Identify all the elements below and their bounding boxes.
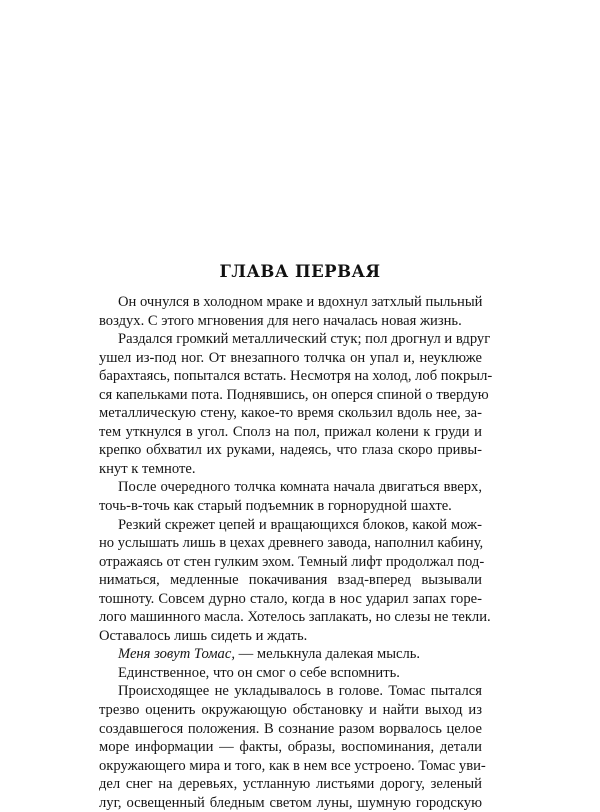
text-line [99, 312, 482, 331]
text-line-content: Раздался громкий металлический стук; пол дрогнул и вдруг [118, 331, 491, 348]
text-line [99, 682, 482, 701]
text-line-content: дел снег на деревьях, устланную листьями дорогу, зеленый [99, 776, 482, 793]
text-line [99, 590, 482, 609]
text-line-content: Резкий скрежет цепей и вращающихся блоков, какой мож- [118, 516, 482, 533]
text-line [99, 775, 482, 794]
text-line [99, 349, 482, 368]
text-line [99, 738, 482, 757]
text-line [99, 404, 482, 423]
text-line-content: окружающего мира и того, как в нем все устроено. Томас уви- [99, 757, 486, 774]
text-line-content: море информации — факты, образы, воспоминания, детали [99, 739, 482, 756]
text-line [99, 701, 482, 720]
text-line-content: ся капельками пота. Поднявшись, он оперся спиной о твердую [99, 386, 489, 403]
chapter-body-text [99, 293, 493, 812]
text-line-content: кнут к темноте. [99, 460, 196, 477]
text-line-content: лого машинного масла. Хотелось заплакать, но слезы не текли. [99, 609, 491, 626]
text-line-content: барахтаясь, попытался встать. Несмотря на холод, лоб покрыл- [99, 368, 493, 385]
text-line-content: воздух. С этого мгновения для него началась новая жизнь. [99, 312, 462, 329]
text-line-content: ушел из-под ног. От внезапного толчка он упал и, неуклюже [99, 349, 482, 366]
text-line-content: но услышать лишь в цехах древнего завода, наполнил кабину, [99, 535, 484, 552]
text-line-content: ниматься, медленные покачивания взад-вперед вызывали [99, 572, 482, 589]
chapter-title: ГЛАВА ПЕРВАЯ [219, 262, 381, 281]
text-line-content: Оставалось лишь сидеть и ждать. [99, 627, 308, 644]
text-line [99, 664, 482, 683]
text-line-content: — мелькнула далекая мысль. [234, 646, 421, 663]
text-line-content: трезво оценить окружающую обстановку и найти выход из [99, 702, 482, 719]
text-line-content: Единственное, что он смог о себе вспомнить. [118, 664, 400, 681]
text-line-content: металлическую стену, какое-то время скользил вдоль нее, за- [99, 405, 482, 422]
text-line [99, 516, 482, 535]
text-line-content: После очередного толчка комната начала двигаться вверх, [118, 479, 482, 496]
text-line-content: Происходящее не укладывалось в голове. Томас пытался [118, 683, 482, 700]
text-line [99, 460, 482, 479]
text-line [99, 627, 482, 646]
text-line [99, 386, 489, 405]
text-line [99, 367, 493, 386]
text-line [99, 757, 486, 776]
text-line-content: создавшегося положения. В сознание разом ворвалось целое [99, 720, 482, 737]
italic-thought: Меня зовут Томас, [118, 646, 235, 663]
text-line [99, 497, 482, 516]
text-line [99, 478, 482, 497]
text-line [99, 441, 482, 460]
text-line [99, 423, 482, 442]
text-line-content: отражаясь от стен гулким эхом. Темный лифт продолжал под- [99, 553, 485, 570]
text-line-content: тошноту. Совсем дурно стало, когда в нос ударил запах горе- [99, 590, 482, 607]
text-line-content: крепко обхватил их руками, надеясь, что глаза скоро привы- [99, 442, 482, 459]
text-line [99, 571, 482, 590]
text-line-content: тем уткнулся в угол. Сполз на пол, прижал колени к груди и [99, 423, 482, 440]
text-line [99, 794, 482, 812]
text-line [99, 645, 482, 664]
text-line-content: Он очнулся в холодном мраке и вдохнул затхлый пыльный [118, 294, 483, 310]
text-line [99, 293, 482, 312]
text-line-content: точь-в-точь как старый подъемник в горнорудной шахте. [99, 498, 452, 515]
text-line [99, 330, 491, 349]
text-line [99, 608, 491, 627]
text-line [99, 553, 485, 572]
text-line-content: луг, освещенный бледным светом луны, шумную городскую [99, 794, 482, 811]
text-line [99, 720, 482, 739]
text-line [99, 534, 482, 553]
